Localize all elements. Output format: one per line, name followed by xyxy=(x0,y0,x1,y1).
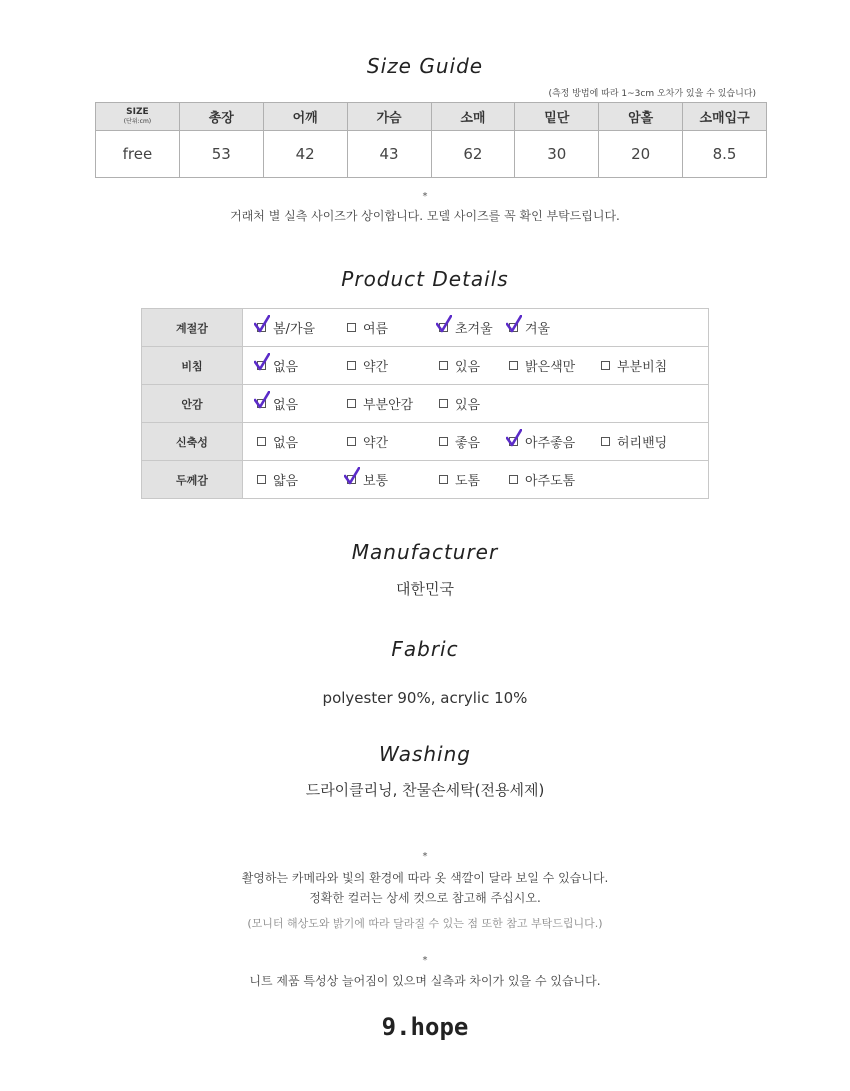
option-label: 보통 xyxy=(363,474,389,489)
checkmark-icon xyxy=(254,353,270,371)
brand-logo: 9.hope xyxy=(381,1013,469,1041)
option-item xyxy=(509,309,550,346)
details-category: 안감 xyxy=(142,385,243,423)
fabric-title: Fabric xyxy=(391,637,459,661)
washing-title: Washing xyxy=(379,742,471,766)
option-item xyxy=(439,385,480,422)
option-label: 약간 xyxy=(363,360,389,375)
checkbox[interactable] xyxy=(509,475,518,484)
option-item xyxy=(257,461,298,498)
checkbox[interactable] xyxy=(509,361,518,370)
checkbox[interactable] xyxy=(257,361,266,370)
size-cell: 30 xyxy=(515,131,599,178)
details-options xyxy=(243,309,709,347)
option-label: 봄/가을 xyxy=(273,322,316,337)
option-item xyxy=(347,461,388,498)
option-label: 허리밴딩 xyxy=(617,436,668,451)
option-label: 여름 xyxy=(363,322,389,337)
option-item xyxy=(439,347,480,384)
fabric-value: polyester 90%, acrylic 10% xyxy=(322,689,528,707)
option-item xyxy=(509,347,575,384)
size-cell: 53 xyxy=(179,131,263,178)
unit-label: (단위:cm) xyxy=(123,117,152,125)
option-item xyxy=(601,347,667,384)
checkbox[interactable] xyxy=(347,323,356,332)
option-item xyxy=(257,423,298,460)
option-item xyxy=(257,385,298,422)
details-category: 비침 xyxy=(142,347,243,385)
checkmark-icon xyxy=(254,315,270,333)
option-item xyxy=(439,309,493,346)
option-item xyxy=(509,461,575,498)
details-row xyxy=(142,385,709,423)
option-label: 있음 xyxy=(455,398,481,413)
details-options xyxy=(243,347,709,385)
checkmark-icon xyxy=(344,467,360,485)
washing-value: 드라이클리닝, 찬물손세탁(전용세제) xyxy=(305,781,545,799)
checkmark-icon xyxy=(506,315,522,333)
option-item xyxy=(257,347,298,384)
option-label: 아주도톰 xyxy=(525,474,576,489)
checkbox[interactable] xyxy=(347,437,356,446)
option-item xyxy=(347,423,388,460)
size-col-header: 암홀 xyxy=(599,103,683,131)
checkmark-icon xyxy=(436,315,452,333)
checkbox[interactable] xyxy=(601,361,610,370)
option-label: 겨울 xyxy=(525,322,551,337)
size-header-cell xyxy=(96,103,180,131)
checkbox[interactable] xyxy=(257,323,266,332)
option-label: 아주좋음 xyxy=(525,436,576,451)
checkbox[interactable] xyxy=(257,475,266,484)
option-item xyxy=(257,309,315,346)
notice2-line1: 촬영하는 카메라와 빛의 환경에 따라 옷 색깔이 달라 보일 수 있습니다. xyxy=(241,871,609,885)
option-label: 없음 xyxy=(273,398,299,413)
option-label: 밝은색만 xyxy=(525,360,576,375)
size-cell: 62 xyxy=(431,131,515,178)
size-col-header: 총장 xyxy=(179,103,263,131)
option-label: 초겨울 xyxy=(455,322,493,337)
checkbox[interactable] xyxy=(601,437,610,446)
size-cell: 43 xyxy=(347,131,431,178)
manufacturer-title: Manufacturer xyxy=(351,540,499,564)
checkbox[interactable] xyxy=(347,399,356,408)
option-label: 좋음 xyxy=(455,436,481,451)
details-category: 신축성 xyxy=(142,423,243,461)
notice3-asterisk: * xyxy=(422,955,428,966)
option-label: 도톰 xyxy=(455,474,481,489)
checkbox[interactable] xyxy=(439,437,448,446)
size-guide-title: Size Guide xyxy=(366,54,484,78)
details-category: 계절감 xyxy=(142,309,243,347)
size-value-free: free xyxy=(96,131,180,178)
checkbox[interactable] xyxy=(509,437,518,446)
checkbox[interactable] xyxy=(347,475,356,484)
details-options xyxy=(243,461,709,499)
option-item xyxy=(601,423,667,460)
size-col-header: 소매 xyxy=(431,103,515,131)
details-row xyxy=(142,461,709,499)
option-item xyxy=(439,461,480,498)
size-col-header: 밑단 xyxy=(515,103,599,131)
checkbox[interactable] xyxy=(439,399,448,408)
notice3-text: 니트 제품 특성상 늘어짐이 있으며 실측과 차이가 있을 수 있습니다. xyxy=(249,974,601,988)
notice1-text: 거래처 별 실측 사이즈가 상이합니다. 모델 사이즈를 꼭 확인 부탁드립니다. xyxy=(230,209,620,223)
details-options xyxy=(243,385,709,423)
checkbox[interactable] xyxy=(347,361,356,370)
option-label: 부분비침 xyxy=(617,360,668,375)
checkbox[interactable] xyxy=(439,361,448,370)
option-item xyxy=(509,423,575,460)
size-cell: 20 xyxy=(599,131,683,178)
option-label: 약간 xyxy=(363,436,389,451)
notice2-line3: (모니터 해상도와 밝기에 따라 달라질 수 있는 점 또한 참고 부탁드립니다.) xyxy=(247,917,603,930)
size-col-header: 어깨 xyxy=(263,103,347,131)
details-options xyxy=(243,423,709,461)
details-row xyxy=(142,423,709,461)
option-label: 있음 xyxy=(455,360,481,375)
notice2-asterisk: * xyxy=(422,851,428,862)
details-row xyxy=(142,347,709,385)
size-label: SIZE xyxy=(126,106,149,117)
manufacturer-value: 대한민국 xyxy=(396,580,454,598)
option-label: 없음 xyxy=(273,360,299,375)
checkbox[interactable] xyxy=(439,323,448,332)
checkmark-icon xyxy=(506,429,522,447)
option-item xyxy=(347,385,413,422)
option-item xyxy=(347,309,388,346)
size-cell: 42 xyxy=(263,131,347,178)
checkbox[interactable] xyxy=(439,475,448,484)
size-table xyxy=(95,102,767,178)
notice2-line2: 정확한 컬러는 상세 컷으로 참고해 주십시오. xyxy=(309,891,541,905)
size-guide-note: (측정 방법에 따라 1~3cm 오차가 있을 수 있습니다) xyxy=(548,89,756,99)
checkmark-icon xyxy=(254,391,270,409)
checkbox[interactable] xyxy=(509,323,518,332)
checkbox[interactable] xyxy=(257,399,266,408)
checkbox[interactable] xyxy=(257,437,266,446)
product-details-title: Product Details xyxy=(341,267,509,291)
option-label: 얇음 xyxy=(273,474,299,489)
details-category: 두께감 xyxy=(142,461,243,499)
details-table xyxy=(141,308,709,499)
size-col-header: 소매입구 xyxy=(683,103,767,131)
size-col-header: 가슴 xyxy=(347,103,431,131)
option-label: 없음 xyxy=(273,436,299,451)
notice1-asterisk: * xyxy=(422,191,428,202)
size-cell: 8.5 xyxy=(683,131,767,178)
details-row xyxy=(142,309,709,347)
option-item xyxy=(347,347,388,384)
option-item xyxy=(439,423,480,460)
option-label: 부분안감 xyxy=(363,398,414,413)
